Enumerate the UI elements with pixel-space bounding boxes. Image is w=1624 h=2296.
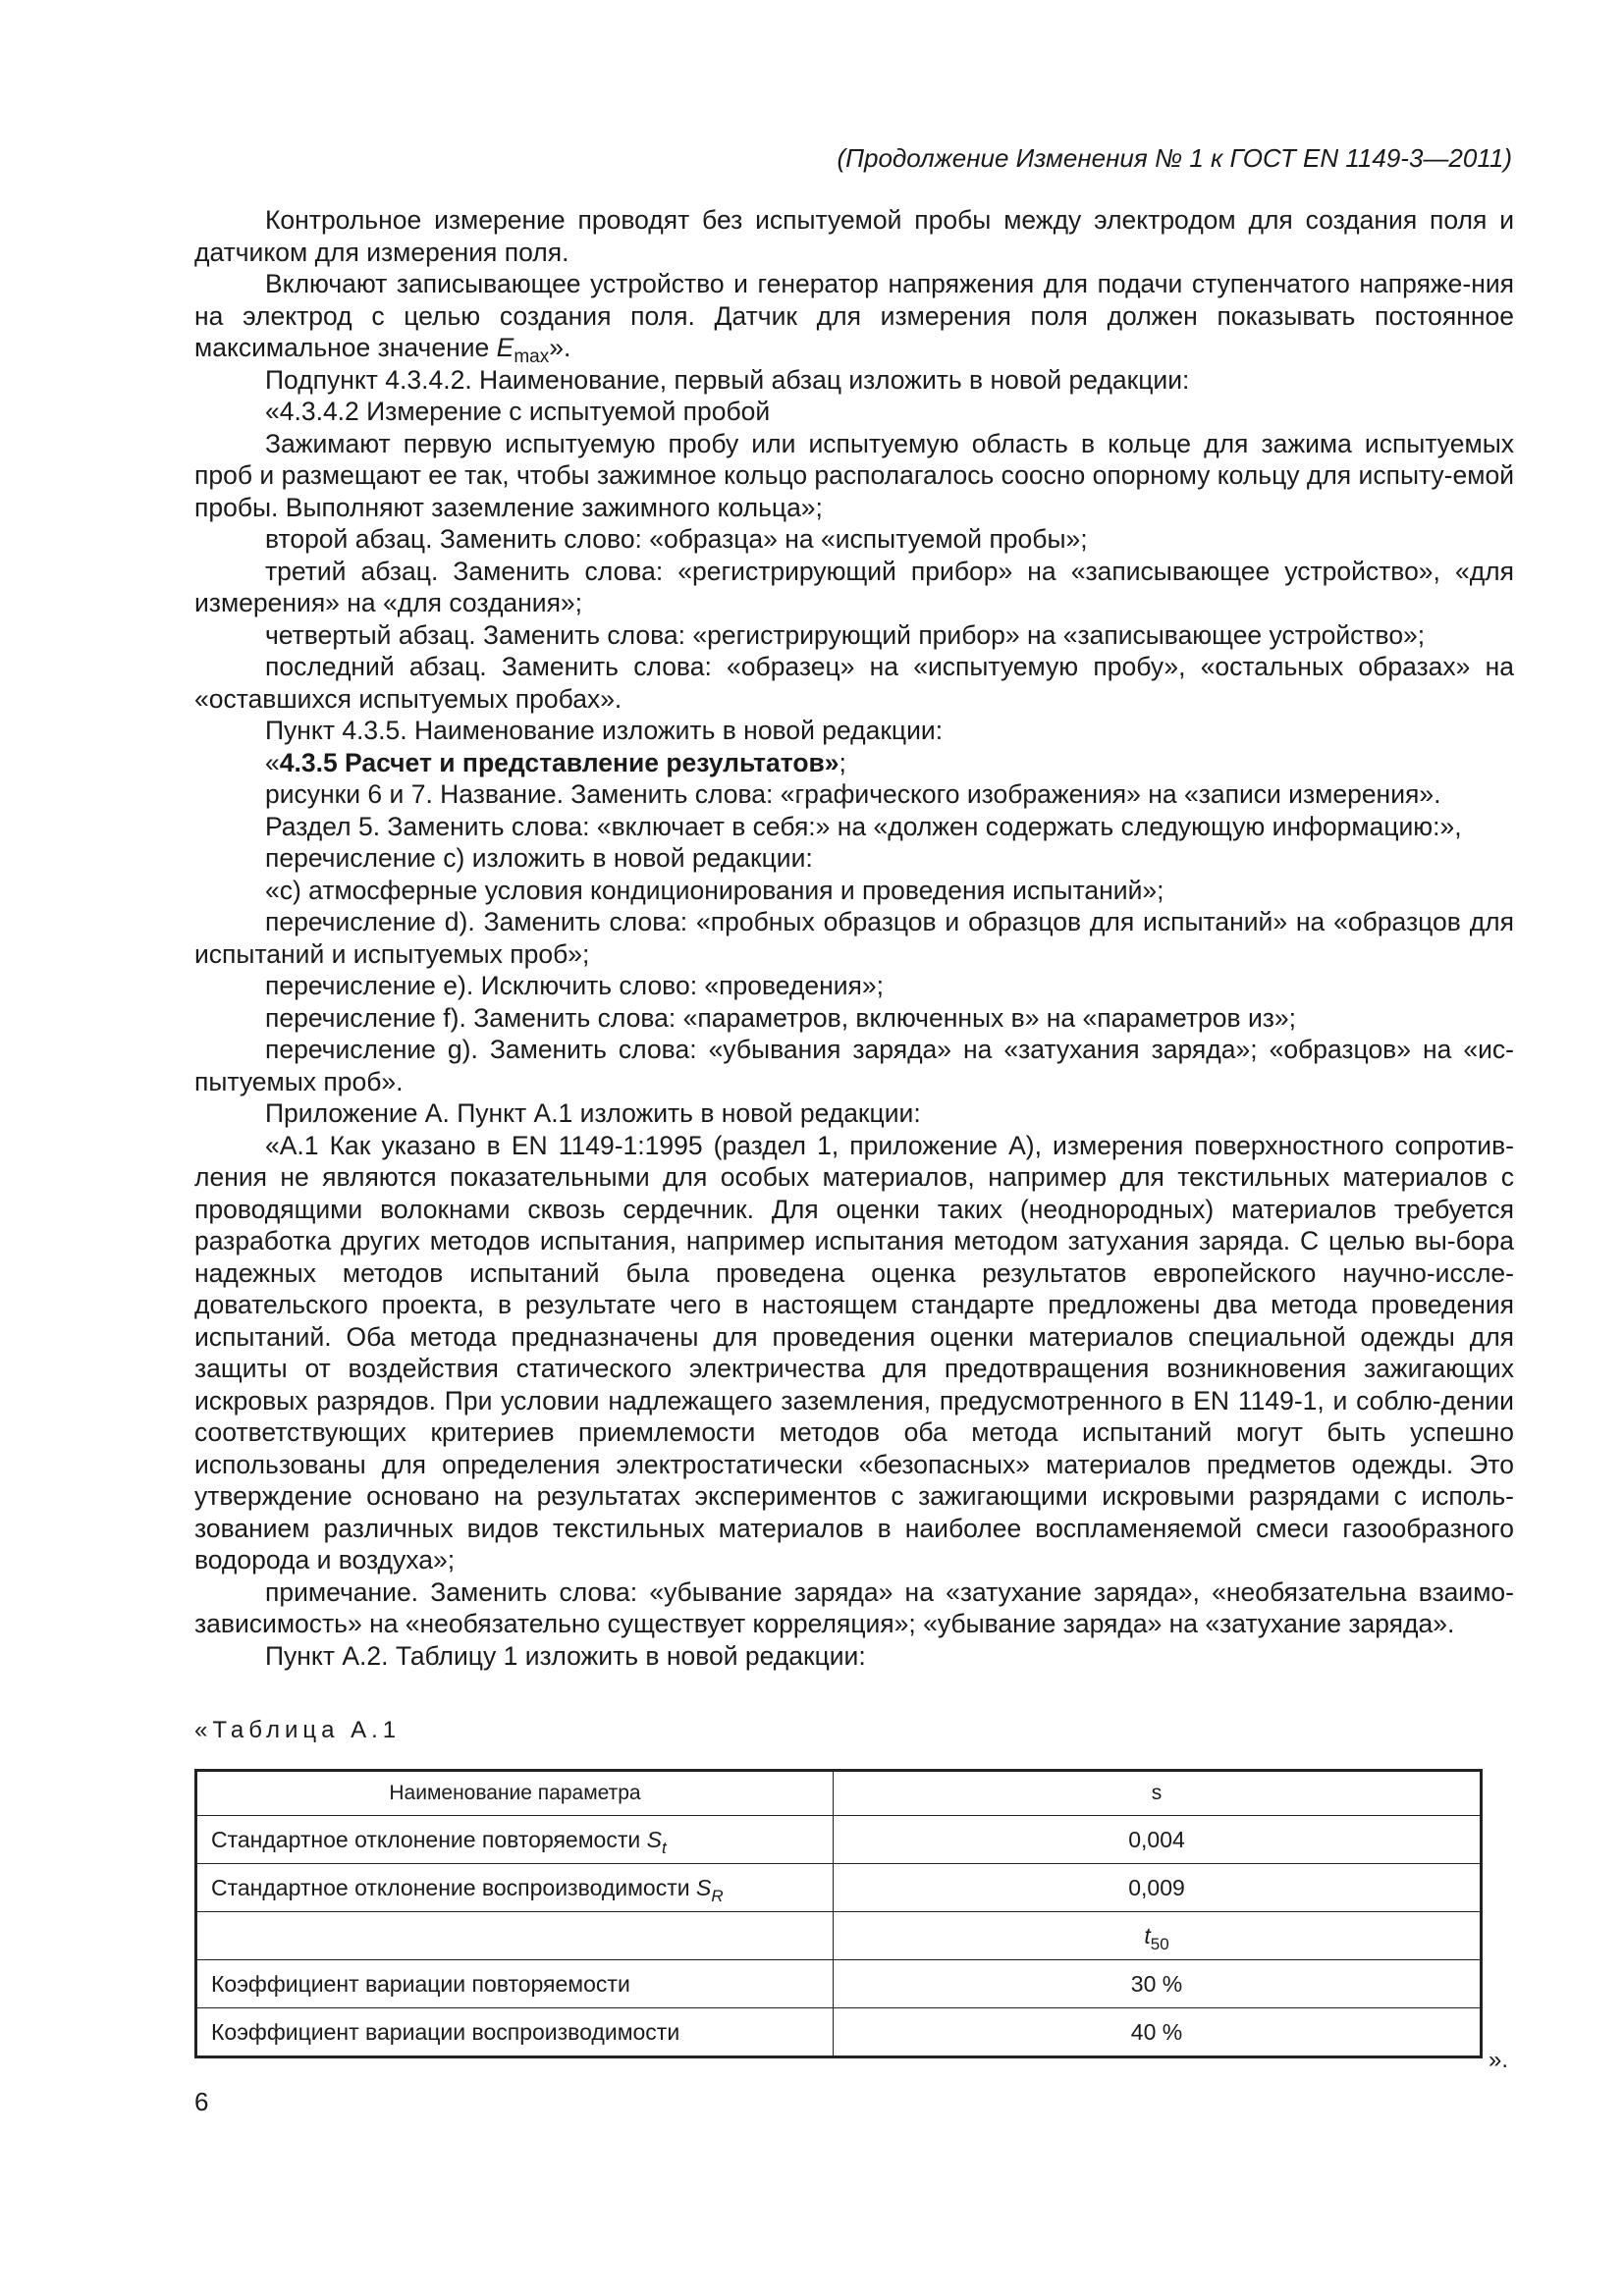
cell-subscript: 50 xyxy=(1150,1934,1169,1953)
emax-symbol: E xyxy=(496,333,514,362)
paragraph-end: ». xyxy=(549,333,571,362)
paragraph: перечисление d). Заменить слова: «пробных образцов и образцов для испытаний» на «образцов для испытаний и испытуемых проб»; xyxy=(194,907,1514,969)
paragraph: рисунки 6 и 7. Название. Заменить слова: «графического изображения» на «записи измерения». xyxy=(265,779,1441,809)
cell-label: Стандартное отклонение воспроизводимости xyxy=(211,1874,696,1900)
paragraph: Контрольное измерение проводят без испытуемой пробы между электродом для создания поля и датчиком для измерения поля. xyxy=(194,205,1514,267)
table-cell xyxy=(834,1912,1482,1960)
heading-bold-text: 4.3.5 Расчет и представление результатов» xyxy=(279,747,839,777)
paragraph: третий абзац. Заменить слова: «регистрирующий прибор» на «записывающее устройство», «для измерения» на «для создания»; xyxy=(194,556,1514,617)
table-header-row xyxy=(196,1771,1482,1816)
table-caption: «Таблица А.1 xyxy=(194,1717,402,1743)
paragraph: «с) атмосферные условия кондиционирования и проведения испытаний»; xyxy=(265,875,1164,905)
paragraph: Подпункт 4.3.4.2. Наименование, первый абзац изложить в новой редакции: xyxy=(265,364,1190,395)
paragraph: перечисление f). Заменить слова: «параметров, включенных в» на «параметров из»; xyxy=(265,1002,1297,1033)
paragraph: перечисление g). Заменить слова: «убывания заряда» на «затухания заряда»; «образцов» на «ис-пытуемых проб». xyxy=(194,1035,1514,1096)
document-body xyxy=(194,204,1514,1672)
table-row xyxy=(196,1816,1482,1864)
paragraph: Раздел 5. Заменить слова: «включает в себя:» на «должен содержать следующую информацию:», xyxy=(265,811,1462,841)
quote-open: « xyxy=(265,747,280,777)
paragraph: перечисление с) изложить в новой редакции: xyxy=(265,843,813,873)
paragraph: последний абзац. Заменить слова: «образец» на «испытуемую пробу», «остальных образах» на «оставшихся испытуемых пробах». xyxy=(194,652,1514,714)
table-container xyxy=(194,1769,1483,2058)
table-row xyxy=(196,1864,1482,1912)
cell-label: Стандартное отклонение повторяемости xyxy=(211,1826,647,1852)
table-row xyxy=(196,2008,1482,2057)
cell-subscript: R xyxy=(711,1886,724,1905)
paragraph: Пункт 4.3.5. Наименование изложить в новой редакции: xyxy=(265,716,944,745)
paragraph: «4.3.4.2 Измерение с испытуемой пробой xyxy=(265,397,771,426)
paragraph: примечание. Заменить слова: «убывание заряда» на «затухание заряда», «необязательна взаимо-зависимость» на «необязательно существует корреляция»; «убывание заряда» на «затухание заряда». xyxy=(194,1576,1514,1638)
table-cell: 30 % xyxy=(834,1960,1482,2008)
paragraph: Пункт А.2. Таблицу 1 изложить в новой редакции: xyxy=(265,1640,866,1671)
table-cell xyxy=(196,1864,834,1912)
table-cell: 0,004 xyxy=(834,1816,1482,1864)
table-row xyxy=(196,1912,1482,1960)
heading-end: ; xyxy=(839,747,846,777)
table-cell xyxy=(196,1912,834,1960)
cell-subscript: t xyxy=(661,1838,667,1857)
table-close-quote: ». xyxy=(1489,2047,1509,2073)
paragraph-text: Включают записывающее устройство и генератор напряжения для подачи ступенчатого напряже-ния на электрод с целью создания поля. Датчик для измерения поля должен показывать постоянное максимальное значение xyxy=(194,269,1514,362)
table-cell xyxy=(196,1816,834,1864)
section-heading xyxy=(194,747,1514,779)
cell-symbol: t xyxy=(1144,1922,1151,1949)
paragraph: второй абзац. Заменить слово: «образца» на «испытуемой пробы»; xyxy=(265,524,1088,554)
paragraph: «А.1 Как указано в EN 1149-1:1995 (раздел 1, приложение А), измерения поверхностного сопротив-ления не являются показательными для особых материалов, например для текстильных материалов с проводящими волокнами сквозь сердечник. Для оценки таких (неоднородных) материалов требуется разработка других методов испытания, например испытания методом затухания заряда. С целью вы-бора надежных методов испытаний была проведена оценка результатов европейского научно-иссле-довательского проекта, в результате чего в настоящем стандарте предложены два метода проведения испытаний. Оба метода предназначены для проведения оценки материалов специальной одежды для защиты от воздействия статического электричества для предотвращения возникновения зажигающих искровых разрядов. При условии надлежащего заземления, предусмотренного в EN 1149-1, и соблю-дении соответствующих критериев приемлемости методов оба метода испытаний могут быть успешно использованы для определения электростатически «безопасных» материалов предметов одежды. Это утверждение основано на результатах экспериментов с зажигающими искровыми разрядами с исполь-зованием различных видов текстильных материалов в наиболее воспламеняемой смеси газообразного водорода и воздуха»; xyxy=(194,1130,1514,1575)
paragraph: перечисление е). Исключить слово: «проведения»; xyxy=(265,971,885,1000)
cell-symbol: S xyxy=(696,1874,712,1900)
page-number: 6 xyxy=(194,2087,209,2116)
paragraph: Приложение А. Пункт А.1 изложить в новой редакции: xyxy=(265,1098,921,1128)
emax-subscript: max xyxy=(514,347,550,367)
header-cell: Наименование параметра xyxy=(196,1771,834,1816)
running-header: (Продолжение Изменения № 1 к ГОСТ EN 1149-3—2011) xyxy=(837,143,1512,173)
table-cell: Коэффициент вариации воспроизводимости xyxy=(196,2008,834,2057)
table-cell: 0,009 xyxy=(834,1864,1482,1912)
table-row xyxy=(196,1960,1482,2008)
table-cell: 40 % xyxy=(834,2008,1482,2057)
cell-symbol: S xyxy=(646,1826,662,1852)
paragraph xyxy=(194,268,1514,367)
parameters-table xyxy=(194,1769,1483,2058)
paragraph: Зажимают первую испытуемую пробу или испытуемую область в кольце для зажима испытуемых проб и размещают ее так, чтобы зажимное кольцо располагалось соосно опорному кольцу для испыту-емой пробы. Выполняют заземление зажимного кольца»; xyxy=(194,428,1514,522)
table-cell: Коэффициент вариации повторяемости xyxy=(196,1960,834,2008)
header-cell: s xyxy=(834,1771,1482,1816)
paragraph: четвертый абзац. Заменить слова: «регистрирующий прибор» на «записывающее устройство»; xyxy=(265,619,1426,650)
